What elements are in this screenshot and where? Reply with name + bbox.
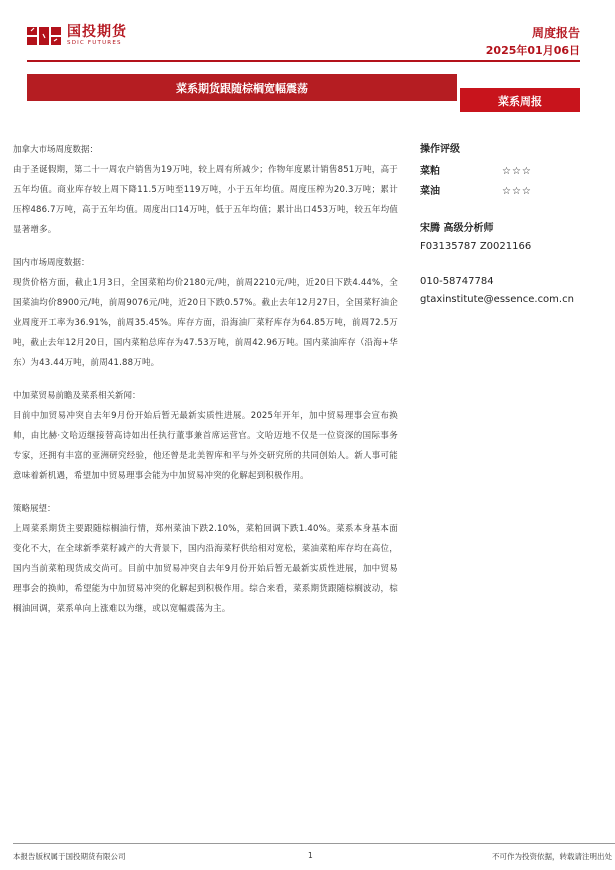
footer-copyright: 本报告版权属于国投期货有限公司 (13, 852, 126, 861)
main-content (13, 140, 398, 632)
analyst-name: 宋腾 高级分析师 (420, 223, 494, 234)
report-category-label: 菜系周报 (498, 95, 542, 108)
section-canada-data (13, 140, 398, 240)
report-title: 菜系期货跟随棕榈宽幅震荡 (176, 82, 308, 95)
footer-disclaimer: 不可作为投资依据，转载请注明出处 (492, 852, 612, 861)
rating-stars-icon: ☆☆☆ (502, 186, 532, 197)
spacer (420, 256, 610, 273)
logo-english-name: SDIC FUTURES (67, 40, 122, 47)
section-trade-news (13, 386, 398, 486)
section-strategy (13, 499, 398, 619)
report-date: 2025年01月06日 (485, 44, 580, 57)
rating-title: 操作评级 (420, 144, 460, 155)
title-banner (27, 74, 457, 101)
rating-row-rapeseed-meal (420, 162, 610, 182)
rating-stars-icon: ☆☆☆ (502, 166, 532, 177)
sidebar (420, 140, 610, 309)
section-body: 目前中加贸易冲突自去年9月份开始后暂无最新实质性进展。2025年开年，加中贸易理事会宣布换帅，由比赫·文哈迈继接替高诗如出任执行董事兼首席运营官。文哈迈地不仅是一位资深的国际事务专家，还拥有丰富的亚洲研究经验，他还曾是北美智库和平与外交研究所的共同创始人。新人事可能意味着新机遇，希望加中贸易理事会能为中加贸易冲突的化解起到积极作用。 (13, 411, 398, 481)
section-body: 上周菜系期货主要跟随棕榈油行情，郑州菜油下跌2.10%，菜粕回调下跌1.40%。菜系本身基本面变化不大，在全球新季菜籽减产的大背景下，国内沿海菜籽供给相对宽松，菜油菜粕库存均在高位，国内当前菜粕现货成交尚可。目前中加贸易冲突自去年9月份开始后暂无最新实质性进展，加中贸易理事会的换帅，希望能为中加贸易冲突的化解起到积极作用。综合来看，菜系期货跟随棕榈波动，棕榈油回调，菜系单向上涨难以为继，或以宽幅震荡为主。 (13, 524, 398, 614)
rating-product-name: 菜粕 (420, 166, 440, 177)
company-logo (27, 22, 157, 50)
analyst-email[interactable]: gtaxinstitute@essence.com.cn (420, 294, 574, 305)
section-domestic-data (13, 253, 398, 373)
section-body: 现货价格方面，截止1月3日，全国菜粕均价2180元/吨，前周2210元/吨，近20日下跌4.44%，全国菜油均价8900元/吨，前周9076元/吨，近20日下跌0.57%。截止去年12月27日，全国菜籽油企业周度开工率为36.91%，前周35.45%。库存方面，沿海油厂菜籽库存为64.85万吨，前周72.5万吨，截止去年12月20日，国内菜粕总库存为47.53万吨，前周42.96万吨。国内菜油库存（沿海+华东）为43.44万吨，前周41.88万吨。 (13, 278, 398, 368)
footer-divider (13, 843, 615, 844)
rating-row-rapeseed-oil (420, 182, 610, 202)
analyst-phone: 010-58747784 (420, 276, 494, 287)
logo-chinese-name: 国投期货 (67, 24, 127, 41)
section-heading: 国内市场周度数据： (13, 258, 90, 268)
section-heading: 中加菜贸易前瞻及菜系相关新闻： (13, 391, 141, 401)
section-body: 由于圣诞假期，第二十一周农户销售为19万吨，较上周有所减少；作物年度累计销售851万吨，高于五年均值。商业库存较上周下降11.5万吨至119万吨，小于五年均值。周度压榨为20.3万吨；累计压榨486.7万吨，高于五年均值。周度出口14万吨，低于五年均值；累计出口453万吨，较五年均值显著增多。 (13, 165, 398, 235)
header-divider (27, 60, 580, 62)
logo-mark-icon (27, 24, 61, 48)
page-number: 1 (308, 851, 313, 860)
section-heading: 策略展望： (13, 504, 56, 514)
analyst-license: F03135787 Z0021166 (420, 241, 532, 252)
rating-product-name: 菜油 (420, 186, 440, 197)
report-type: 周度报告 (531, 26, 580, 40)
section-heading: 加拿大市场周度数据： (13, 145, 99, 155)
report-category-tab (460, 88, 580, 112)
